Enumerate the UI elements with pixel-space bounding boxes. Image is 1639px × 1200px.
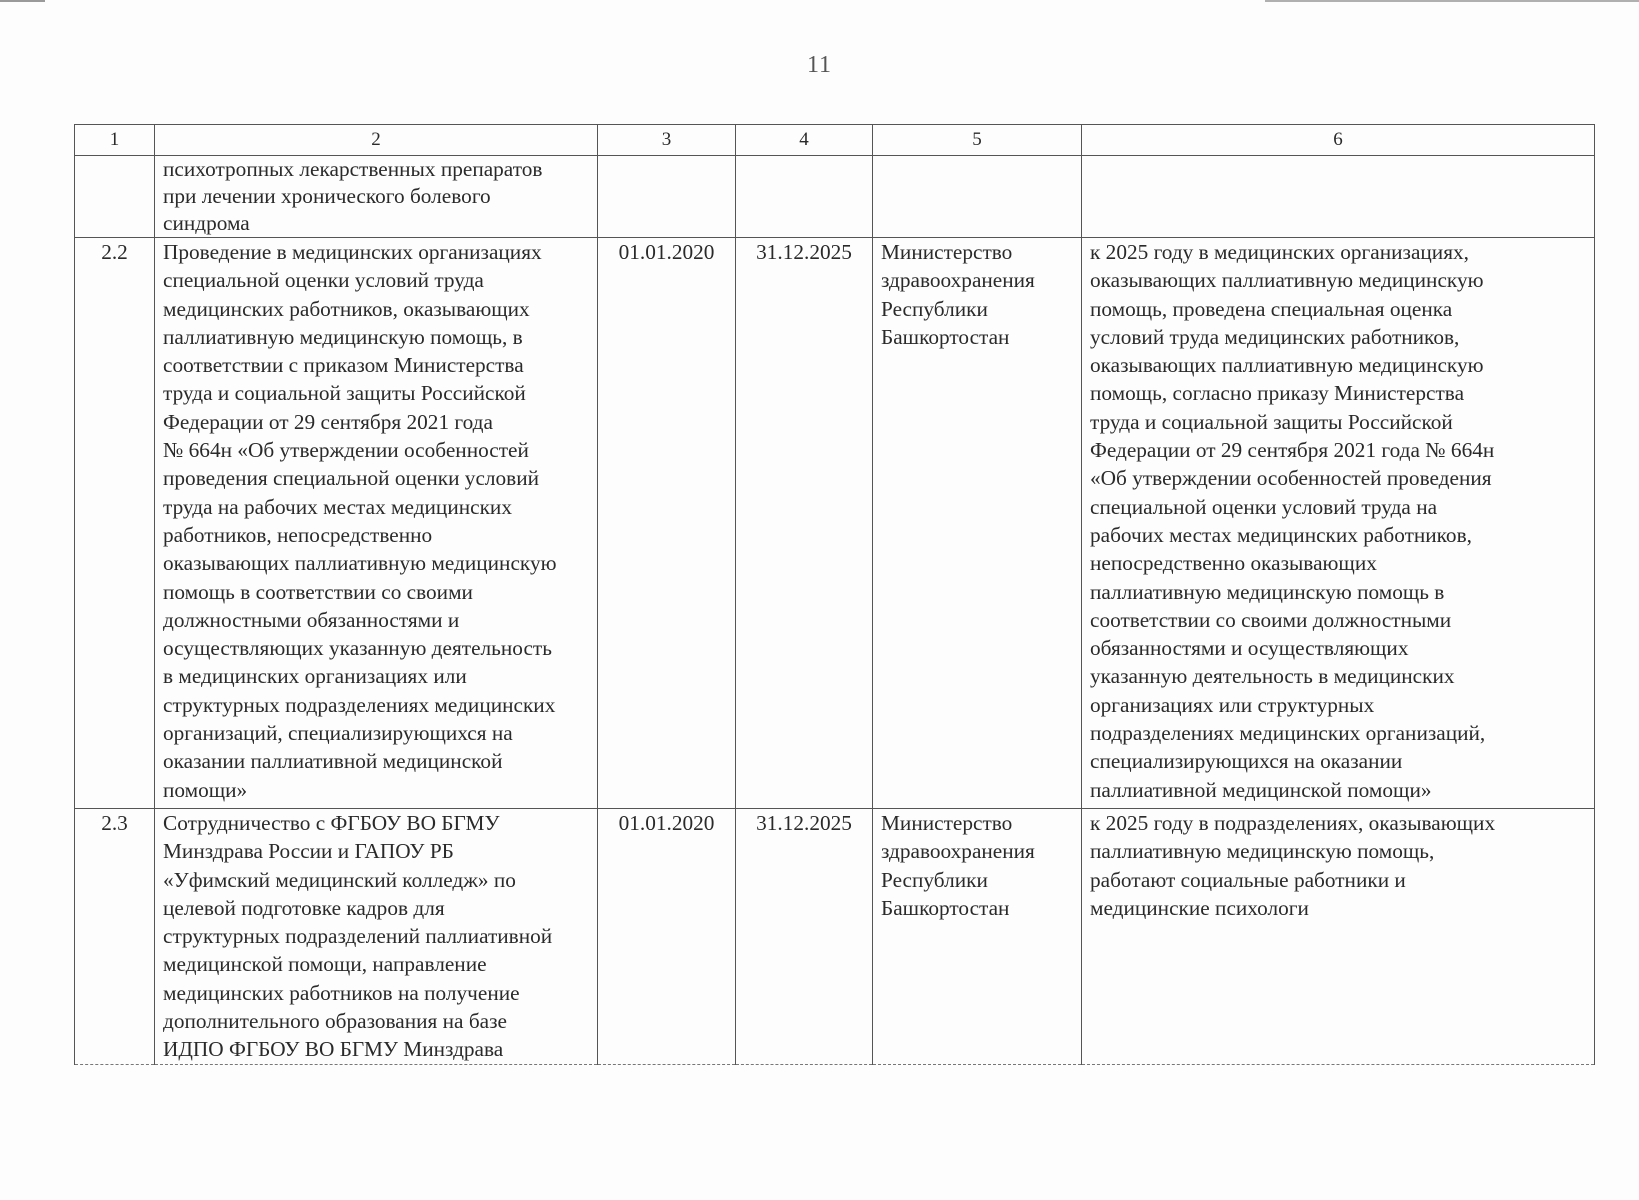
page-number: 11 bbox=[806, 52, 833, 78]
scan-edge-mark bbox=[0, 0, 45, 2]
row-number: 2.2 bbox=[75, 238, 155, 809]
responsible-party: Министерство здравоохранения Республики Башкортостан bbox=[873, 809, 1082, 1065]
expected-result bbox=[1082, 156, 1595, 238]
end-date: 31.12.2025 bbox=[736, 238, 873, 809]
column-header: 1 bbox=[75, 125, 155, 156]
column-header: 2 bbox=[155, 125, 598, 156]
table-row bbox=[75, 156, 1595, 238]
row-number bbox=[75, 156, 155, 238]
measures-table bbox=[74, 124, 1595, 1065]
table-row bbox=[75, 238, 1595, 809]
column-header: 6 bbox=[1082, 125, 1595, 156]
responsible-party bbox=[873, 156, 1082, 238]
start-date: 01.01.2020 bbox=[598, 809, 736, 1065]
end-date: 31.12.2025 bbox=[736, 809, 873, 1065]
table-row bbox=[75, 809, 1595, 1065]
column-header: 4 bbox=[736, 125, 873, 156]
measure-description: Проведение в медицинских организациях специальной оценки условий труда медицинских работников, оказывающих паллиативную медицинскую помощь, в соответствии с приказом Министерства труда и социальной защиты Российской Федерации от 29 сентября 2021 года № 664н «Об утверждении особенностей проведения специальной оценки условий труда на рабочих местах медицинских работников, непосредственно оказывающих паллиативную медицинскую помощь в соответствии со своими должностными обязанностями и осуществляющих указанную деятельность в медицинских организациях или структурных подразделениях медицинских организаций, специализирующихся на оказании паллиативной медицинской помощи» bbox=[155, 238, 598, 809]
start-date bbox=[598, 156, 736, 238]
responsible-party: Министерство здравоохранения Республики Башкортостан bbox=[873, 238, 1082, 809]
measure-description: психотропных лекарственных препаратов при лечении хронического болевого синдрома bbox=[155, 156, 598, 238]
expected-result: к 2025 году в медицинских организациях, оказывающих паллиативную медицинскую помощь, проведена специальная оценка условий труда медицинских работников, оказывающих паллиативную медицинскую помощь, согласно приказу Министерства труда и социальной защиты Российской Федерации от 29 сентября 2021 года № 664н «Об утверждении особенностей проведения специальной оценки условий труда на рабочих местах медицинских работников, непосредственно оказывающих паллиативную медицинскую помощь в соответствии со своими должностными обязанностями и осуществляющих указанную деятельность в медицинских организациях или структурных подразделениях медицинских организаций, специализирующихся на оказании паллиативной медицинской помощи» bbox=[1082, 238, 1595, 809]
column-header: 3 bbox=[598, 125, 736, 156]
measure-description: Сотрудничество с ФГБОУ ВО БГМУ Минздрава России и ГАПОУ РБ «Уфимский медицинский колледж» по целевой подготовке кадров для структурных подразделений паллиативной медицинской помощи, направление медицинских работников на получение дополнительного образования на базе ИДПО ФГБОУ ВО БГМУ Минздрава bbox=[155, 809, 598, 1065]
row-number: 2.3 bbox=[75, 809, 155, 1065]
scan-edge-mark bbox=[1265, 0, 1639, 2]
end-date bbox=[736, 156, 873, 238]
start-date: 01.01.2020 bbox=[598, 238, 736, 809]
expected-result: к 2025 году в подразделениях, оказывающих паллиативную медицинскую помощь, работают социальные работники и медицинские психологи bbox=[1082, 809, 1595, 1065]
column-header: 5 bbox=[873, 125, 1082, 156]
table-header-row bbox=[75, 125, 1595, 156]
